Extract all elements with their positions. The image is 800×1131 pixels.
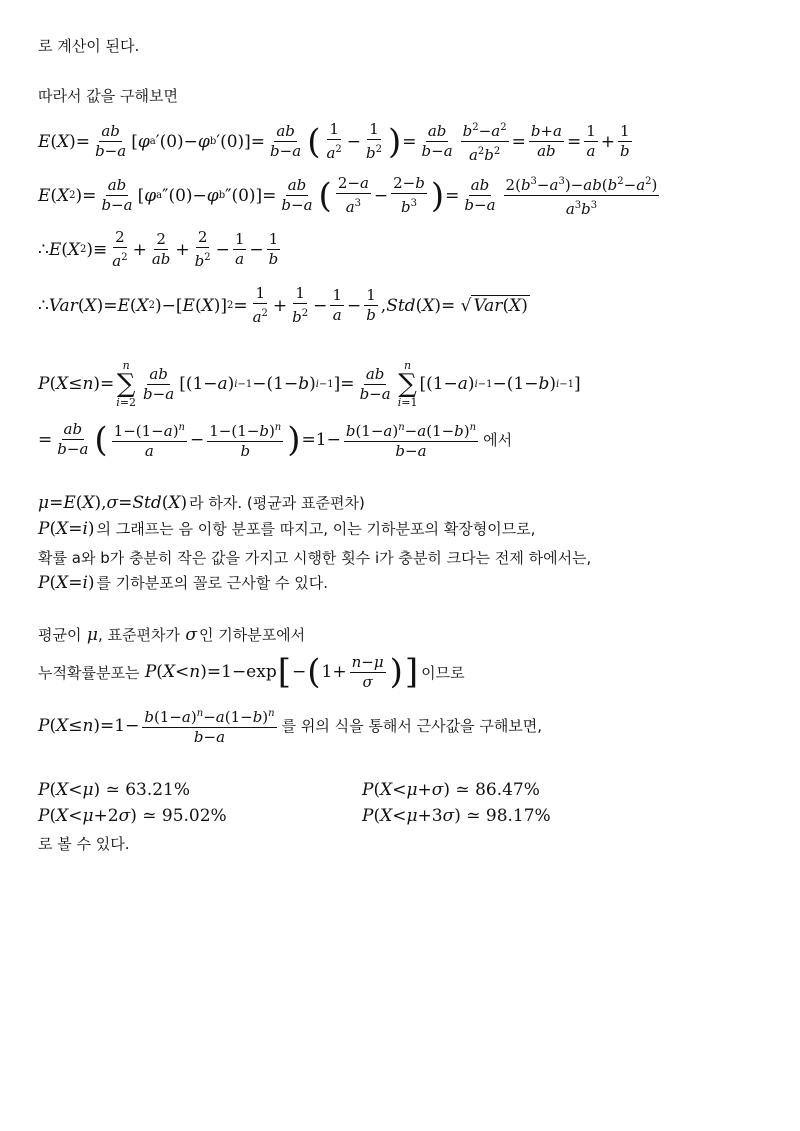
text-approx-tail: 를 기하분포의 꼴로 근사할 수 있다. xyxy=(96,574,329,592)
equation-cdf-sum: P ( X ≤ n )= n ∑ i=2 $\frac{ab}{b-a}$ [(1− a ) i−1 −(1− b ) i−1 ]= $\frac{ab}{b-a}$ n ∑ i=1 [(1− a ) i−1 −(1− b ) i−1 ] xyxy=(38,359,581,409)
text-sum-tail: 에서 xyxy=(483,431,513,449)
line-graph: P ( X = i ) 의 그래프는 음 이항 분포를 따지고, 이는 기하분포의 확장형이므로, xyxy=(38,518,536,539)
line-mu-definition: μ = E ( X ), σ = Std ( X ) 라 하자. (평균과 표준편차) xyxy=(38,492,365,513)
text-line-values: 따라서 값을 구해보면 xyxy=(38,87,178,105)
equation-expectation: E ( X )= $\frac{ab}{b-a}$ [ φ a ′(0)− φ b ′(0)]= $\frac{ab}{b-a}$ ( $\frac{1}{a^2}$ − $\frac{1}{b^2}$ ) = $\frac{ab}{b-a}$ $\frac{b^2-a^2}{a^2b^2}$ = $\frac{b+a}{ab}$ = $\frac{1}{a}$ + $\frac{1}{b}$ xyxy=(38,120,630,164)
result-row-1: P ( X < μ ) ≃ 63.21% xyxy=(38,780,191,800)
line-approx: P ( X = i ) 를 기하분포의 꼴로 근사할 수 있다. xyxy=(38,572,329,593)
text-line-calc: 로 계산이 된다. xyxy=(38,37,140,55)
text-mu-def-tail: 라 하자. (평균과 표준편차) xyxy=(189,494,365,512)
text-graph-tail: 의 그래프는 음 이항 분포를 따지고, 이는 기하분포의 확장형이므로, xyxy=(96,520,536,538)
equation-second-moment-result: ∴ E ( X 2 )≡ $\frac{2}{a^2}$ + $\frac{2}{ab}$ + $\frac{2}{b^2}$ − $\frac{1}{a}$ − $\frac{1}{b}$ xyxy=(38,228,279,270)
equation-second-moment: E ( X 2 )= $\frac{ab}{b-a}$ [ φ a ″(0)− φ b ″(0)]= $\frac{ab}{b-a}$ ( $\frac{2-a}{a^3}$ − $\frac{2-b}{b^3}$ ) = $\frac{ab}{b-a}$ $\frac{2(b^3-a^3)-ab(b^2-a^2)}{a^3b^3}$ xyxy=(38,174,658,218)
text-cdf-head: 누적확률분포는 xyxy=(38,663,140,682)
result-row-2b: P ( X < μ +3 σ ) ≃ 98.17% xyxy=(362,806,551,826)
result-row-1b: P ( X < μ + σ ) ≃ 86.47% xyxy=(362,780,540,800)
text-geo-head: 평균이 xyxy=(38,626,82,644)
text-prob-ab: 확률 a와 b가 충분히 작은 값을 가지고 시행한 횟수 i가 충분히 크다는 전제 하에서는, xyxy=(38,549,592,567)
result-mu-3sigma: ≃ 98.17% xyxy=(466,806,551,826)
result-mu: ≃ 63.21% xyxy=(105,780,191,800)
line-near-approx: P ( X ≤ n )=1− $\frac{b(1-a)^n-a(1-b)^n}{b-a}$ 를 위의 식을 통해서 근사값을 구해보면, xyxy=(38,704,542,747)
line-geometric: 평균이 μ , 표준편차가 σ 인 기하분포에서 xyxy=(38,624,306,645)
text-cdf-tail: 이므로 xyxy=(421,663,465,682)
result-row-2: P ( X < μ +2 σ ) ≃ 95.02% xyxy=(38,806,227,826)
equation-cdf-closed: = $\frac{ab}{b-a}$ ( $\frac{1-(1-a)^n}{a}$ − $\frac{1-(1-b)^n}{b}$ ) =1− $\frac{b(1-a)^n-a(1-b)^n}{b-a}$ 에서 xyxy=(38,419,513,460)
result-mu-sigma: ≃ 86.47% xyxy=(455,780,540,800)
line-cdf-geometric: 누적확률분포는 P ( X < n )=1−exp [ − ( 1+ $\frac{n-\mu}{\sigma}$ ) ] 이므로 xyxy=(38,652,465,692)
text-geo-tail: 인 기하분포에서 xyxy=(198,626,306,644)
text-near-tail: 를 위의 식을 통해서 근사값을 구해보면, xyxy=(281,717,543,735)
text-geo-mid: , 표준편차가 xyxy=(97,626,180,644)
equation-variance: ∴ Var ( X )= E ( X 2 )−[ E ( X )] 2 = $\frac{1}{a^2}$ + $\frac{1}{b^2}$ − $\frac{1}{a}$ − $\frac{1}{b}$ , Std ( X )= √ Var(X) xyxy=(38,284,528,326)
text-end: 로 볼 수 있다. xyxy=(38,835,130,853)
result-mu-2sigma: ≃ 95.02% xyxy=(142,806,227,826)
